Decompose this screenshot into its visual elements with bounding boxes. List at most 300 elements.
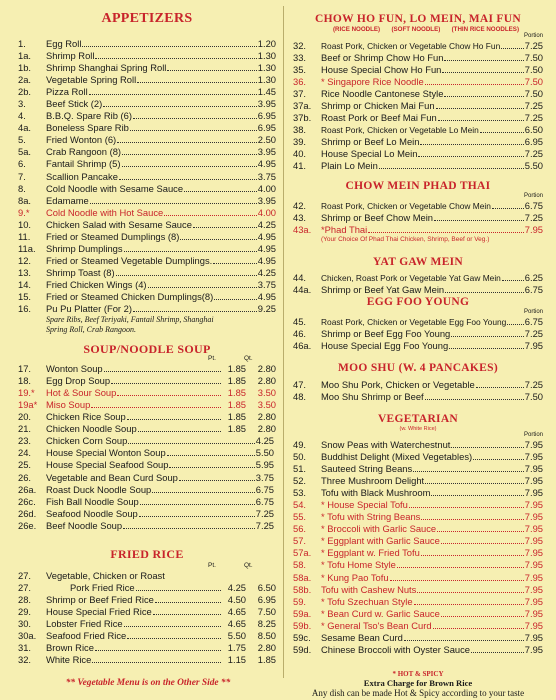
dot-leader [451,336,523,337]
item-number: 26e. [18,519,37,531]
menu-item [293,644,543,656]
dot-leader [122,166,257,167]
item-name: Egg Drop Soup [46,375,111,387]
menu-item [18,134,276,146]
menu-item [293,328,543,340]
dot-leader [213,263,257,264]
item-price: 1.30 [257,62,276,74]
dot-leader [138,431,221,432]
item-number: 48. [293,391,307,403]
column-divider [283,6,284,678]
dot-leader [444,60,523,61]
item-price: 1.30 [257,74,276,86]
menu-item [293,584,543,596]
item-name: Cold Noodle with Sesame Sauce [46,182,184,194]
item-price-small: 1.85 [227,375,246,387]
menu-item [18,279,276,291]
item-number: 13. [18,266,32,278]
dot-leader [437,531,524,532]
item-name: Chicken Salad with Sesame Sauce [46,218,192,230]
item-price: 1.30 [257,50,276,62]
menu-item [18,255,276,267]
item-number: 8. [18,182,26,194]
menu-item [18,654,276,666]
item-price: 7.95 [524,475,543,487]
item-name: B.B.Q. Spare Rib (6) [46,110,132,122]
menu-item [18,171,276,183]
menu-item [18,411,276,423]
menu-item [293,76,543,88]
item-name: Brown Rice [46,642,94,654]
menu-item [18,594,276,606]
item-name: Beef Stick (2) [46,98,103,110]
item-price: 7.95 [524,499,543,511]
item-price: 7.95 [524,631,543,643]
item-price: 3.95 [257,146,276,158]
item-price: 5.95 [255,459,274,471]
menu-item [293,340,543,352]
item-number: 46. [293,327,307,339]
item-price: 7.95 [524,619,543,631]
item-name: Crab Rangoon (8) [46,146,122,158]
item-name: Sesame Bean Curd [321,631,403,643]
dot-leader [152,492,254,493]
item-name: Sauteed String Beans [321,463,413,475]
item-name: Chinese Broccoli with Oyster Sauce [321,643,471,655]
item-number: 40. [293,147,307,159]
menu-item [18,375,276,387]
item-number: 26d. [18,507,37,519]
item-price: 3.75 [255,471,274,483]
menu-item [18,146,276,158]
veg-list [293,439,543,656]
menu-item [18,459,276,471]
item-number: 32. [18,654,32,666]
dot-leader [397,567,524,568]
item-number: 14. [18,278,32,290]
item-number: 59b. [293,619,312,631]
item-price: 7.25 [524,379,543,391]
item-price: 7.95 [524,523,543,535]
item-price: 7.25 [524,327,543,339]
platter-note-2: Spring Roll, Crab Rangoon. [46,325,137,335]
item-name: * Eggplant w. Fried Tofu [321,547,420,559]
dot-leader [438,120,524,121]
appetizers-title: APPETIZERS [101,11,193,26]
item-number: 31. [18,642,32,654]
rice-item-27-line1 [18,570,276,582]
item-number: 25. [18,459,32,471]
item-number: 26c. [18,495,36,507]
item-price: 4.95 [257,242,276,254]
item-number: 57a. [293,547,312,559]
dot-leader [449,348,524,349]
item-price: 7.95 [524,595,543,607]
menu-item [293,511,543,523]
item-price-large: 2.80 [257,363,276,375]
item-number: 29. [18,605,32,617]
item-name: Seafood Fried Rice [46,629,127,641]
menu-item [18,50,276,62]
item-number: 55. [293,511,307,523]
item-price: 4.25 [257,218,276,230]
item-name: Shrimp or Beef Lo Mein [321,135,420,147]
menu-item [18,642,276,654]
menu-item [18,520,276,532]
dot-leader [193,227,257,228]
item-price: 7.50 [524,51,543,63]
item-name: Shrimp or Chicken Mai Fun [321,99,435,111]
menu-item [293,52,543,64]
item-number: 35. [293,63,307,75]
item-number: 59c. [293,631,311,643]
item-name: Egg Roll [46,38,82,49]
dot-leader [473,459,524,460]
dot-leader [425,84,524,85]
menu-item [18,122,276,134]
right-column [293,0,543,656]
item-price: 7.95 [524,547,543,559]
item-number: 44. [293,272,307,284]
item-price-small: 4.65 [227,605,246,617]
mooshu-title: MOO SHU (W. 4 PANCAKES) [338,361,498,374]
item-price: 3.95 [257,194,276,206]
menu-item [18,303,276,315]
left-column [18,0,276,666]
menu-item [293,535,543,547]
menu-item [18,582,276,594]
item-number: 11a. [18,242,36,254]
item-price: 6.95 [257,110,276,122]
spicy-note: Any dish can be made Hot & Spicy according to your taste [311,688,525,698]
item-price-large: 2.80 [257,642,276,654]
item-name: Shrimp or Beef Fried Rice [46,593,154,605]
item-price: 7.95 [524,511,543,523]
item-price: 7.25 [524,99,543,111]
item-number: 3. [18,98,26,110]
item-price-large: 6.95 [257,593,276,605]
dot-leader [441,543,524,544]
dot-leader [414,604,524,605]
item-number: 45. [293,315,307,327]
item-price-small: 1.85 [227,387,246,399]
chowmein-list [293,200,543,236]
item-price-large: 8.25 [257,617,276,629]
item-price: 6.75 [524,199,543,211]
dot-leader [507,324,523,325]
menu-item [18,207,276,219]
menu-item [293,112,543,124]
menu-item [18,86,276,98]
dot-leader [444,96,523,97]
dot-leader [368,232,524,233]
item-price: 3.75 [257,278,276,290]
menu-item [293,547,543,559]
item-number: 42. [293,199,307,211]
dot-leader [425,399,524,400]
menu-item [293,499,543,511]
menu-item [18,243,276,255]
item-name: Vegetable and Bean Curd Soup [46,471,178,483]
item-name: House Special Fried Rice [46,605,152,617]
soup-size-header [18,355,276,363]
item-name: Fried or Steamed Chicken Dumplings(8) [46,290,214,302]
item-name: * Tofu with String Beans [321,511,421,523]
item-name: Shrimp Shanghai Spring Roll [46,62,167,74]
item-name: Shrimp or Beef Egg Foo Young [321,327,451,339]
item-number: 58a. [293,571,312,583]
item-price-small: 1.85 [227,399,246,411]
menu-item [18,62,276,74]
item-number: 38. [293,123,307,135]
menu-item [18,110,276,122]
item-price: 6.75 [255,495,274,507]
item-price: 7.95 [524,607,543,619]
item-price: 4.25 [255,435,274,447]
item-price: 6.50 [524,123,543,135]
item-name: Chicken Rice Soup [46,411,126,423]
menu-item [18,363,276,375]
item-number: 36. [293,75,307,87]
item-price-small: 1.85 [227,363,246,375]
item-number: 17. [18,363,32,375]
chowmein-title: CHOW MEIN PHAD THAI [345,180,491,193]
menu-item [293,439,543,451]
item-price: 7.25 [524,111,543,123]
menu-item [18,496,276,508]
rice-title: FRIED RICE [110,546,184,561]
dot-leader [119,179,257,180]
menu-item [18,447,276,459]
item-name: Pork Fried Rice [70,581,135,593]
item-price: 7.95 [524,339,543,351]
chowfun-title: CHOW HO FUN, LO MEIN, MAI FUN [315,13,521,25]
item-number: 37. [293,87,307,99]
dot-leader [167,70,256,71]
dot-leader [480,132,524,133]
dot-leader [164,215,256,216]
item-name: Tofu with Cashew Nuts [321,583,417,595]
soup-pt-label: Pt. [208,355,216,363]
menu-item [293,40,543,52]
dot-leader [133,118,257,119]
item-number: 1b. [18,62,32,74]
menu-item [293,136,543,148]
veg-portion-label: Portion [523,431,543,438]
dot-leader [436,108,524,109]
dot-leader [442,72,523,73]
dot-leader [445,292,524,293]
item-name: Beef Noodle Soup [46,519,123,531]
item-number: 59d. [293,643,312,655]
dot-leader [117,395,221,396]
item-name: * Tofu Szechuan Style [321,595,413,607]
item-name: Vegetable Spring Roll [46,74,137,86]
item-number: 8a. [18,194,32,206]
item-price-large: 3.50 [257,387,276,399]
item-price: 5.50 [255,447,274,459]
item-price: 7.95 [524,535,543,547]
dot-leader [95,58,256,59]
item-price: 2.50 [257,134,276,146]
dot-leader [153,614,221,615]
item-number: 53. [293,487,307,499]
rice-qt-label: Qt. [244,561,253,569]
item-price: 4.95 [257,230,276,242]
dot-leader [140,504,255,505]
item-name: Roast Duck Noodle Soup [46,483,152,495]
menu-item [18,435,276,447]
item-name: * Broccoli with Garlic Sauce [321,523,437,535]
item-number: 11. [18,230,31,242]
phad-thai-note: (Your Choice Of Phad Thai Chicken, Shrimp, Beef or Veg.) [321,235,490,243]
appetizers-list [18,38,276,315]
item-price: 7.95 [524,438,543,450]
item-number: 5. [18,134,26,146]
item-price: 6.75 [524,284,543,296]
item-number: 6. [18,158,26,170]
item-number: 27. [18,569,32,581]
item-number: 28. [18,593,32,605]
item-number: 18. [18,375,32,387]
item-number: 57. [293,535,307,547]
dot-leader [390,580,524,581]
hot-spicy-legend: * HOT & SPICY [392,670,444,678]
dot-leader [409,507,524,508]
dot-leader [501,48,524,49]
item-price: 7.50 [524,75,543,87]
item-number: 47. [293,379,307,391]
item-price-small: 4.50 [227,593,246,605]
item-number: 37b. [293,111,312,123]
item-number: 7. [18,170,26,182]
item-name: Fried Wonton (6) [46,134,117,146]
item-name: * Eggplant with Garlic Sauce [321,535,440,547]
rice-list [18,582,276,666]
dot-leader [180,239,256,240]
item-number: 26a. [18,483,37,495]
dot-leader [92,662,221,663]
item-name: Moo Shu Shrimp or Beef [321,391,424,403]
item-name: House Special Chow Ho Fun [321,63,442,75]
menu-item [18,472,276,484]
item-price-large: 8.50 [257,629,276,641]
item-price: 7.95 [524,451,543,463]
item-price: 4.00 [257,206,276,218]
item-price: 7.50 [524,391,543,403]
menu-item [293,212,543,224]
item-number: 30a. [18,629,37,641]
menu-item [293,148,543,160]
menu-item [293,391,543,403]
dot-leader [130,130,257,131]
dot-leader [127,638,221,639]
item-price: 4.95 [257,158,276,170]
item-number: 19.* [18,387,35,399]
item-name: Lobster Fried Rice [46,617,123,629]
item-name: Roast Pork, Chicken or Vegetable Egg Foo Young [321,316,507,327]
item-price: 5.50 [524,159,543,171]
dot-leader [127,419,221,420]
item-number: 24. [18,447,32,459]
item-price-large: 6.50 [257,581,276,593]
item-price-small: 4.65 [227,617,246,629]
item-number: 30. [18,617,32,629]
item-number: 21. [18,423,32,435]
dot-leader [214,299,256,300]
brown-rice-note: Extra Charge for Brown Rice [363,678,473,688]
menu-item [293,475,543,487]
item-price: 7.95 [524,559,543,571]
item-price: 7.50 [524,63,543,75]
rice-size-header [18,562,276,570]
item-name: * Kung Pao Tofu [321,571,389,583]
menu-item [293,523,543,535]
dot-leader [431,495,523,496]
menu-item [293,379,543,391]
item-name: * House Special Tofu [321,499,408,511]
item-price-large: 2.80 [257,423,276,435]
menu-item [18,267,276,279]
item-price: 7.25 [524,211,543,223]
item-number: 59a. [293,607,312,619]
item-number: 2b. [18,86,32,98]
dot-leader [451,447,523,448]
dot-leader [418,156,523,157]
eggfoo-title: EGG FOO YOUNG [366,296,470,309]
dot-leader [404,640,524,641]
item-name: Plain Lo Mein [321,159,378,171]
item-price: 6.75 [255,483,274,495]
item-name: Rice Noodle Cantonese Style [321,87,444,99]
item-price: 6.25 [524,272,543,284]
item-name: Beef or Shrimp Chow Ho Fun [321,51,444,63]
menu-item [18,618,276,630]
dot-leader [95,650,221,651]
item-number: 1a. [18,50,32,62]
menu-item [18,98,276,110]
item-name: Shrimp Roll [46,50,95,62]
item-name: Pizza Roll [46,86,88,98]
menu-item [293,284,543,296]
dot-leader [116,275,257,276]
dot-leader [137,82,257,83]
menu-item [293,160,543,172]
item-price: 7.95 [524,571,543,583]
dot-leader [492,208,524,209]
menu-item [18,158,276,170]
item-name: Chicken Corn Soup [46,435,128,447]
dot-leader [139,516,255,517]
soup-list [18,363,276,532]
item-number: 54. [293,499,307,511]
item-price: 3.95 [257,98,276,110]
item-number: 44a. [293,284,312,296]
vegetable-menu-note: ** Vegetable Menu is on the Other Side ** [65,678,231,688]
item-number: 1. [18,38,26,49]
item-name: Edamame [46,194,89,206]
item-price: 6.75 [524,315,543,327]
item-name: Buddhist Delight (Mixed Vegetables) [321,451,473,463]
item-price: 3.75 [257,170,276,182]
dot-leader [471,652,524,653]
item-price: 4.95 [257,254,276,266]
item-name: Wonton Soup [46,363,103,375]
item-name: * General Tso's Bean Curd [321,619,432,631]
soup-qt-label: Qt. [244,355,253,363]
item-number: 58b. [293,583,312,595]
item-name: Three Mushroom Delight [321,475,425,487]
